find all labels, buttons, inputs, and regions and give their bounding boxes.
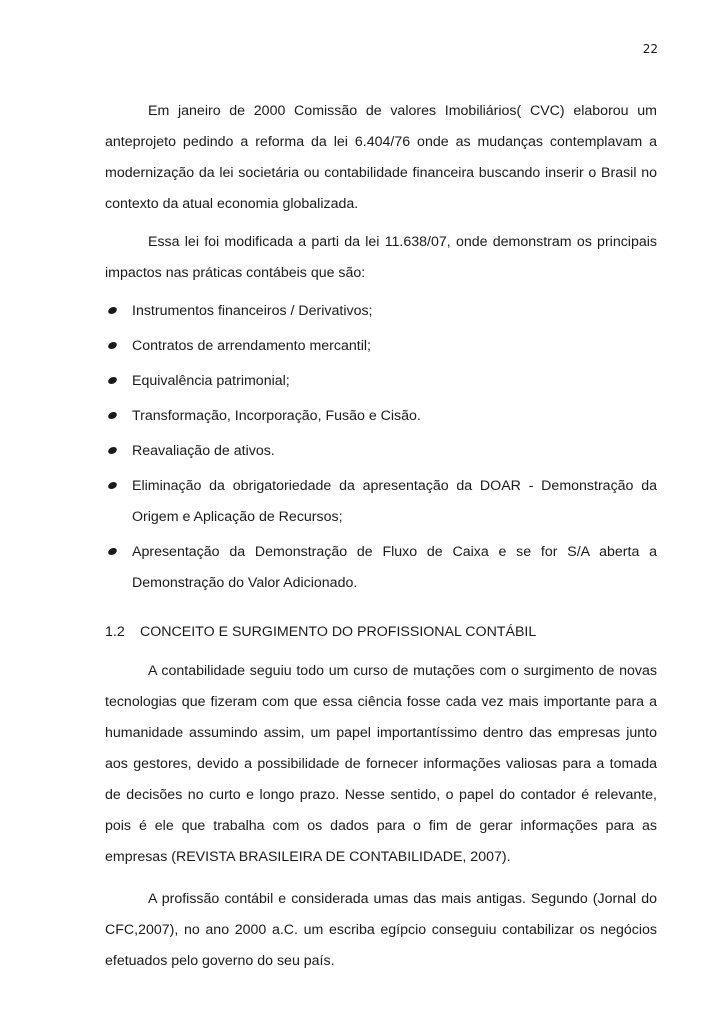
list-item [105,537,657,599]
section-heading [105,617,657,648]
paragraph-contabilidade-mutacoes: A contabilidade seguiu todo um curso de mutações com o surgimento de novas tecnologias que fizeram com que essa ciência fosse cada vez mais importante para a humanidade assumindo assim, um papel importantíssimo dentro das empresas junto aos gestores, devido a possibilidade de fornecer informações valiosas para a tomada de decisões no curto e longo prazo. Nesse sentido, o papel do contador é relevante, pois é ele que trabalha com os dados para o fim de gerar informações para as empresas (REVISTA BRASILEIRA DE CONTABILIDADE, 2007). [105,663,657,865]
bullet-icon [107,482,118,489]
section-title: CONCEITO E SURGIMENTO DO PROFISSIONAL CONTÁBIL [140,624,537,640]
list-item-text: Equivalência patrimonial; [132,373,290,389]
paragraph-cvc-anteprojeto: Em janeiro de 2000 Comissão de valores Imobiliários( CVC) elaborou um anteprojeto pedindo a reforma da lei 6.404/76 onde as mudanças contemplavam a modernização da lei societária ou contabilidade financeira buscando inserir o Brasil no contexto da atual economia globalizada. [105,103,657,212]
list-item-text: Eliminação da obrigatoriedade da apresentação da DOAR - Demonstração da Origem e Aplicação de Recursos; [132,478,657,525]
list-item-text: Instrumentos financeiros / Derivativos; [132,303,373,319]
impacts-list [105,296,657,599]
list-item [105,366,657,397]
page-number: 22 [642,42,658,56]
list-item [105,471,657,533]
bullet-icon [107,377,118,384]
paragraph-lei-11638: Essa lei foi modificada a parti da lei 11.638/07, onde demonstram os principais impactos nas práticas contábeis que são: [105,234,657,281]
list-item [105,331,657,362]
list-item-text: Transformação, Incorporação, Fusão e Cisão. [132,408,421,424]
list-item [105,401,657,432]
list-item-text: Contratos de arrendamento mercantil; [132,338,371,354]
list-item-text: Reavaliação de ativos. [132,443,275,459]
document-body [105,96,657,977]
paragraph-profissao-contabil: A profissão contábil e considerada umas das mais antigas. Segundo (Jornal do CFC,2007), no ano 2000 a.C. um escriba egípcio conseguiu contabilizar os negócios efetuados pelo governo do seu país. [105,891,657,969]
list-item [105,296,657,327]
section-number: 1.2 [105,624,125,640]
bullet-icon [107,342,118,349]
list-item [105,436,657,467]
list-item-text: Apresentação da Demonstração de Fluxo de Caixa e se for S/A aberta a Demonstração do Valor Adicionado. [132,544,657,591]
bullet-icon [107,412,118,419]
bullet-icon [107,307,118,314]
bullet-icon [107,548,118,555]
bullet-icon [107,447,118,454]
